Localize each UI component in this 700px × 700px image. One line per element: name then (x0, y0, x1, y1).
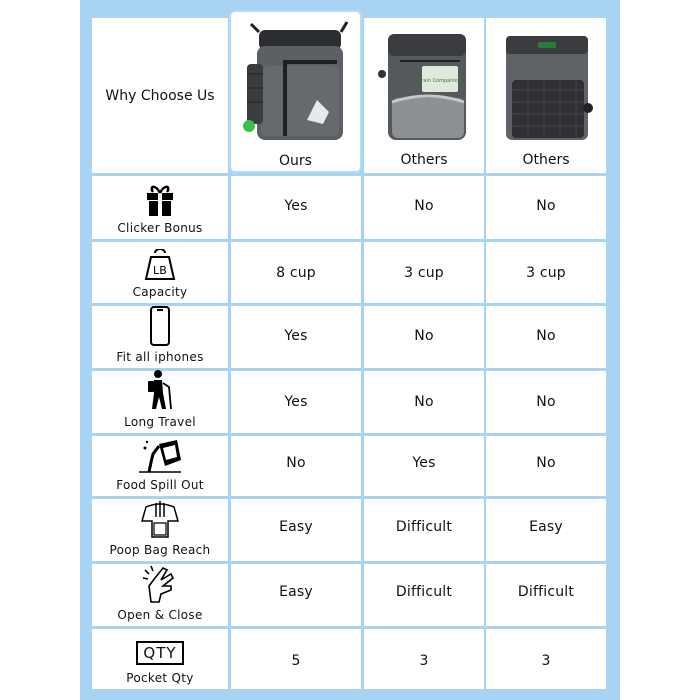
why-choose-us-label: Why Choose Us (105, 87, 215, 104)
value-others-1: No (364, 306, 484, 368)
others-column-header-2 (486, 18, 606, 173)
value-ours: Yes (231, 306, 361, 368)
gift-icon (145, 183, 175, 217)
value-others-2: No (486, 436, 606, 496)
spill-icon (137, 438, 183, 474)
value-others-2: No (486, 306, 606, 368)
value-ours: Yes (231, 371, 361, 433)
value-others-1: 3 cup (364, 242, 484, 303)
others-bag-brand-label: Train Companion (418, 78, 462, 84)
value-others-2: 3 cup (486, 242, 606, 303)
others-column-header-1 (364, 18, 484, 173)
hiker-icon (145, 369, 175, 411)
others-column-title-1: Others (400, 152, 448, 168)
others-column-title-2: Others (522, 152, 570, 168)
feature-label: Clicker Bonus (117, 221, 203, 235)
phone-icon (149, 306, 171, 346)
feature-capacity (92, 242, 228, 303)
value-ours: Yes (231, 176, 361, 239)
feature-label: Food Spill Out (116, 478, 204, 492)
weight-icon (143, 249, 177, 281)
value-others-2: Difficult (486, 564, 606, 626)
value-others-1: Yes (364, 436, 484, 496)
feature-poop-bag-reach (92, 499, 228, 561)
value-others-1: Difficult (364, 499, 484, 561)
ours-column-title: Ours (279, 153, 312, 169)
qty-icon: QTY (136, 641, 183, 665)
hand-snap-icon (141, 564, 179, 604)
value-others-2: No (486, 176, 606, 239)
feature-label: Capacity (132, 285, 188, 299)
value-others-1: No (364, 176, 484, 239)
feature-food-spill-out (92, 436, 228, 496)
others-bag-image-1 (370, 20, 480, 145)
hand-reach-icon (138, 499, 182, 539)
feature-label: Fit all iphones (116, 350, 204, 364)
others-bag-image-2 (492, 20, 602, 145)
feature-fit-all-iphones (92, 306, 228, 368)
feature-pocket-qty (92, 629, 228, 689)
feature-label: Open & Close (117, 608, 203, 622)
feature-long-travel (92, 371, 228, 433)
feature-clicker-bonus (92, 176, 228, 239)
value-others-1: No (364, 371, 484, 433)
value-ours: No (231, 436, 361, 496)
value-others-1: Difficult (364, 564, 484, 626)
value-others-2: Easy (486, 499, 606, 561)
value-others-1: 3 (364, 629, 484, 689)
value-ours: Easy (231, 499, 361, 561)
feature-label: Pocket Qty (126, 671, 194, 685)
value-ours: 5 (231, 629, 361, 689)
why-choose-us-cell (92, 18, 228, 173)
ours-column-header (229, 10, 362, 173)
value-others-2: No (486, 371, 606, 433)
weight-icon-text: LB (152, 264, 168, 277)
value-others-2: 3 (486, 629, 606, 689)
value-ours: Easy (231, 564, 361, 626)
feature-label: Long Travel (124, 415, 196, 429)
feature-open-close (92, 564, 228, 626)
feature-label: Poop Bag Reach (109, 543, 211, 557)
ours-bag-image (237, 16, 357, 146)
value-ours: 8 cup (231, 242, 361, 303)
